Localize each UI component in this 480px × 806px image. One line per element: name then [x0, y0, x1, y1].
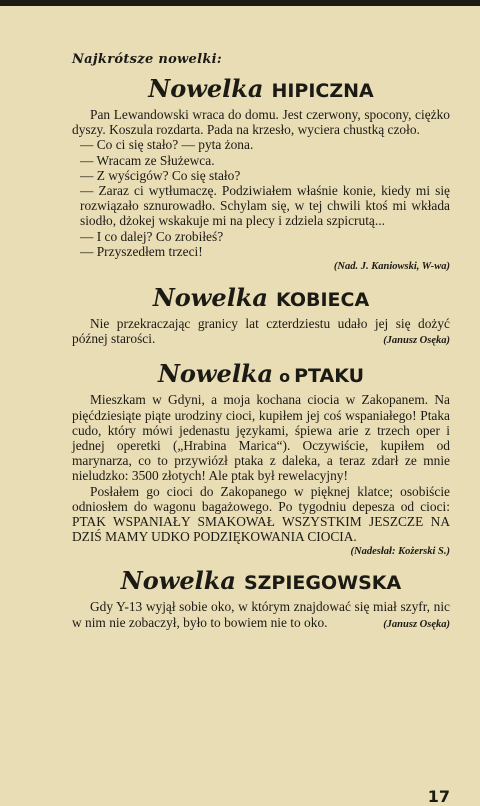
heading-title: KOBIECA [275, 289, 370, 312]
heading-script-word: Nowelka [148, 74, 264, 103]
paragraph: Mieszkam w Gdyni, a moja kochana ciocia w Zakopanem. Na pięćdziesiąte piąte urodziny cioci, kupiłem jej coś wspaniałego! Ptaka cudo, który mówi jedenastu językami, śpiewa arie z trzech oper i jednej operetki („Hrabina Marica“). Oczywiście, kupiłem od marynarza, co to przywiózł ptaka z daleka, a teraz zdarł ze mnie nieludzko: 3500 złotych! Ale ptak był rewelacyjny! [72, 392, 450, 484]
byline: (Nad. J. Kaniowski, W-wa) [333, 261, 450, 273]
top-rule [0, 0, 480, 6]
story-body [72, 599, 450, 629]
story-hipiczna [72, 74, 450, 273]
heading-title: SZPIEGOWSKA [243, 572, 402, 595]
story-heading [72, 566, 450, 596]
byline: (Janusz Osęka) [383, 335, 450, 347]
paragraph-text: Gdy Y-13 wyjął sobie oko, w którym znajdować się miał szyfr, nic w nim nie zobaczył, było to bowiem nie to oko. [72, 599, 450, 630]
paragraph: — Przyszedłem trzeci! [80, 243, 203, 259]
heading-script-word: Nowelka [152, 283, 268, 313]
paragraph: Pan Lewandowski wraca do domu. Jest czerwony, spocony, ciężko dyszy. Koszula rozdarta. Pada na krzesło, wyciera chustką czoło. [72, 107, 450, 138]
byline: (Janusz Osęka) [383, 618, 450, 630]
series-title: Najkrótsze nowelki: [72, 52, 223, 67]
story-szpiegowska [72, 566, 450, 630]
heading-script-word: Nowelka [120, 566, 236, 596]
page-number: 17 [427, 787, 450, 806]
paragraph: — Zaraz ci wytłumaczę. Podziwiałem właśnie konie, kiedy mi się rozwiązało sznurowadło. Schylam się, w tej chwili ktoś mi wkłada siodło, dżokej wskakuje mi na plecy i zdziela szpicrutą... [80, 183, 450, 229]
story-body [72, 392, 450, 544]
paragraph: Posłałem go cioci do Zakopanego w pięknej klatce; osobiście odniosłem do wagonu bagażowego. Po tygodniu depesza od cioci: PTAK WSPANIAŁY SMAKOWAŁ WSZYSTKIM JESZCZE NA DZIŚ MAMY UDKO PODZIĘKOWANIA CIOCIA. [72, 483, 450, 545]
story-body [72, 316, 450, 346]
story-kobieca [72, 283, 450, 347]
paragraph: — Wracam ze Służewca. [80, 152, 215, 168]
paragraph: — Z wyścigów? Co się stało? [80, 167, 241, 183]
heading-connector: o [279, 367, 291, 387]
paragraph-text: Nie przekraczając granicy lat czterdziestu udało jej się dożyć późnej starości. [72, 316, 450, 347]
story-body [72, 107, 450, 259]
paragraph: — I co dalej? Co zrobiłeś? [80, 228, 224, 244]
heading-title: HIPICZNA [271, 80, 374, 102]
magazine-page [72, 52, 450, 632]
paragraph: — Co ci się stało? — pyta żona. [80, 137, 254, 153]
paragraph [72, 316, 450, 346]
heading-script-word: Nowelka [157, 359, 274, 389]
byline: (Nadesłał: Kożerski S.) [350, 546, 450, 558]
story-o-ptaku [72, 359, 450, 558]
story-heading [72, 359, 450, 389]
paragraph [72, 599, 450, 629]
story-heading [72, 74, 450, 103]
story-heading [72, 283, 450, 313]
heading-title: PTAKU [294, 365, 365, 388]
